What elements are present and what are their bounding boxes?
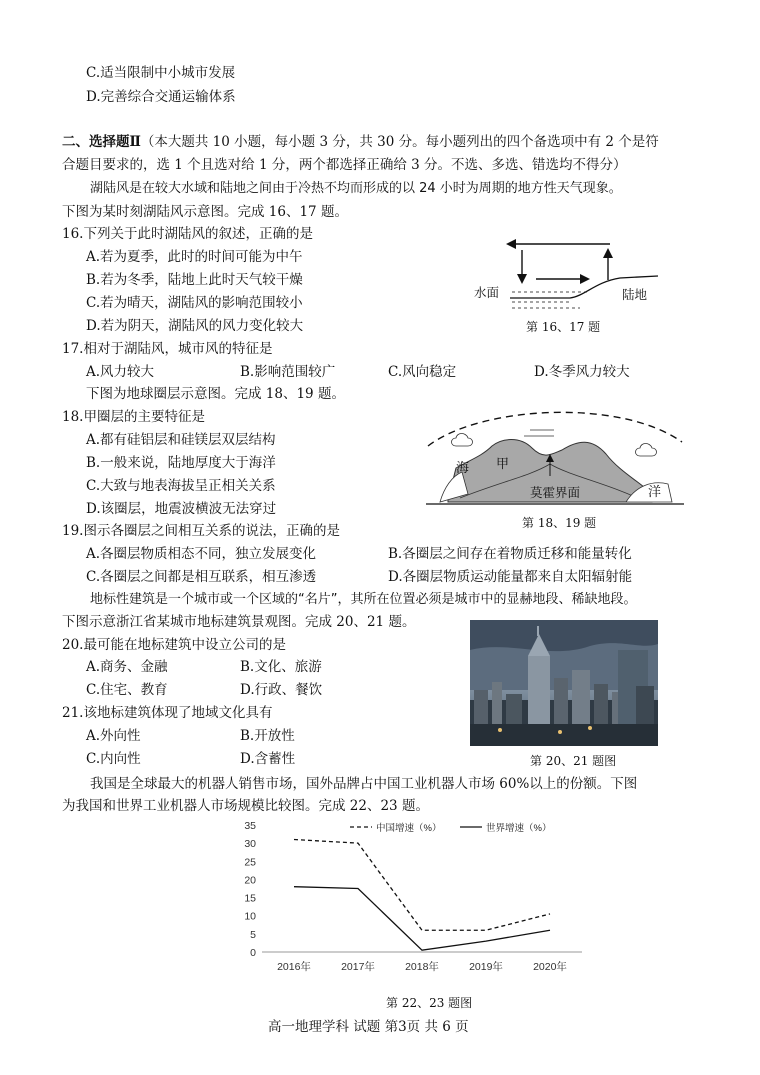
option-c: C.适当限制中小城市发展 (86, 65, 236, 81)
q21-stem: 21.该地标建筑体现了地域文化具有 (62, 705, 273, 721)
fig18-caption: 第 18、19 题 (522, 516, 597, 530)
intro-22-line2: 为我国和世界工业机器人市场规模比较图。完成 22、23 题。 (62, 798, 429, 814)
q21-option-d: D.含蓄性 (240, 751, 296, 767)
q20-stem: 20.最可能在地标建筑中设立公司的是 (62, 637, 286, 653)
intro-16-line1: 湖陆风是在较大水域和陆地之间由于冷热不均而形成的以 24 小时为周期的地方性天气现象。 (90, 181, 622, 196)
x-tick-label: 2019年 (469, 961, 503, 973)
y-tick-label: 30 (244, 838, 256, 851)
intro-20-line1: 地标性建筑是一个城市或一个区域的“名片”，其所在位置必须是城市中的显赫地段、稀缺地段。 (90, 592, 637, 607)
q18-option-a: A.都有硅铝层和硅镁层双层结构 (86, 432, 276, 448)
fig18-hai-label: 海 (456, 461, 470, 476)
q21-option-b: B.开放性 (240, 728, 295, 744)
fig16-water-label: 水面 (474, 285, 500, 300)
q19-option-d: D.各圈层物质运动能量都来自太阳辐射能 (388, 569, 633, 585)
fig18-jia-label: 甲 (496, 457, 510, 472)
x-tick-label: 2018年 (405, 961, 439, 973)
q18-stem: 18.甲圈层的主要特征是 (62, 409, 205, 425)
q16-option-a: A.若为夏季，此时的时间可能为中午 (86, 249, 303, 265)
y-tick-label: 35 (244, 820, 256, 832)
y-tick-label: 15 (244, 892, 256, 905)
y-tick-label: 0 (250, 947, 256, 959)
robot-market-growth-chart (232, 815, 588, 985)
q17-option-b: B.影响范围较广 (240, 364, 336, 380)
section-desc-2: 合题目要求的，选 1 个且选对给 1 分，两个都选择正确给 3 分。不选、多选、错选均不得分） (62, 157, 627, 173)
china-growth-line (294, 840, 550, 931)
legend-label: 世界增速（%） (486, 823, 552, 834)
q19-option-a: A.各圈层物质相态不同，独立发展变化 (86, 546, 317, 562)
y-tick-label: 10 (244, 910, 256, 923)
chart-caption: 第 22、23 题图 (386, 996, 473, 1010)
q21-option-c: C.内向性 (86, 751, 141, 767)
fig20-caption: 第 20、21 题图 (530, 754, 617, 768)
q18-option-d: D.该圈层，地震波横波无法穿过 (86, 501, 277, 517)
section-header (62, 133, 659, 151)
q18-option-c: C.大致与地表海拔呈正相关关系 (86, 478, 276, 494)
section-desc-1: （本大题共 10 小题，每小题 3 分，共 30 分。每小题列出的四个备选项中有 2 个是符 (140, 134, 659, 150)
q19-option-b: B.各圈层之间存在着物质迁移和能量转化 (388, 546, 632, 562)
landmark-city-photo (470, 620, 658, 746)
y-tick-label: 20 (244, 874, 256, 887)
q20-option-d: D.行政、餐饮 (240, 682, 323, 698)
y-tick-label: 25 (244, 856, 256, 869)
q20-option-b: B.文化、旅游 (240, 659, 322, 675)
fig18-yang-label: 洋 (648, 485, 662, 500)
intro-16-line2: 下图为某时刻湖陆风示意图。完成 16、17 题。 (62, 204, 348, 220)
q19-option-c: C.各圈层之间都是相互联系，相互渗透 (86, 569, 317, 585)
q17-option-a: A.风力较大 (86, 364, 155, 380)
x-tick-label: 2016年 (277, 961, 311, 973)
section-title: 二、选择题Ⅱ (62, 134, 141, 150)
x-tick-label: 2020年 (533, 961, 567, 973)
q18-option-b: B.一般来说，陆地厚度大于海洋 (86, 455, 276, 471)
option-d: D.完善综合交通运输体系 (86, 89, 236, 105)
q19-stem: 19.图示各圈层之间相互关系的说法，正确的是 (62, 523, 340, 539)
q17-option-d: D.冬季风力较大 (534, 364, 630, 380)
q21-option-a: A.外向性 (86, 728, 141, 744)
intro-18: 下图为地球圈层示意图。完成 18、19 题。 (86, 386, 345, 402)
page-footer: 高一地理学科 试题 第3页 共 6 页 (268, 1019, 469, 1035)
fig18-moho-label: 莫霍界面 (530, 485, 581, 500)
q20-option-c: C.住宅、教育 (86, 682, 168, 698)
x-tick-label: 2017年 (341, 961, 375, 973)
fig16-caption: 第 16、17 题 (526, 320, 601, 334)
legend-label: 中国增速（%） (376, 823, 442, 834)
q16-option-b: B.若为冬季，陆地上此时天气较干燥 (86, 272, 303, 288)
lake-land-breeze-diagram (470, 232, 670, 320)
q16-stem: 16.下列关于此时湖陆风的叙述，正确的是 (62, 226, 313, 242)
q20-option-a: A.商务、金融 (86, 659, 168, 675)
q16-option-c: C.若为晴天，湖陆风的影响范围较小 (86, 295, 303, 311)
q17-stem: 17.相对于湖陆风，城市风的特征是 (62, 341, 273, 357)
intro-22-line1: 我国是全球最大的机器人销售市场，国外品牌占中国工业机器人市场 60%以上的份额。下图 (90, 776, 638, 792)
world-growth-line (294, 887, 550, 951)
q17-option-c: C.风向稳定 (388, 364, 457, 380)
intro-20-line2: 下图示意浙江省某城市地标建筑景观图。完成 20、21 题。 (62, 614, 416, 630)
y-tick-label: 5 (250, 928, 256, 941)
fig16-land-label: 陆地 (622, 287, 648, 302)
q16-option-d: D.若为阴天，湖陆风的风力变化较大 (86, 318, 304, 334)
